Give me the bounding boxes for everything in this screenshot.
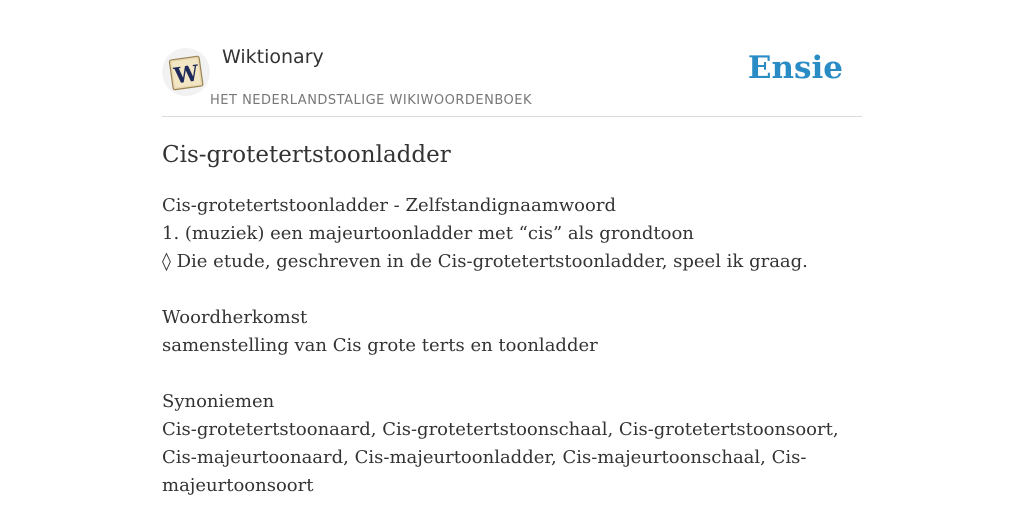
etymology-label: Woordherkomst	[162, 307, 308, 328]
spacer	[162, 276, 862, 304]
page-title: Cis-grotetertstoonladder	[162, 142, 451, 168]
site-header	[162, 40, 862, 117]
svg-text:W: W	[172, 60, 201, 90]
example-line: ◊ Die etude, geschreven in de Cis-grotetertstoonladder, speel ik graag.	[162, 251, 808, 272]
word-class-line: Cis-grotetertstoonladder - Zelfstandignaamwoord	[162, 195, 616, 216]
wiktionary-logo-icon[interactable]	[162, 48, 210, 96]
ensie-brand-link[interactable]: Ensie	[747, 50, 843, 86]
synonyms-text: Cis-grotetertstoonaard, Cis-grotetertstoonschaal, Cis-grotetertstoonsoort, Cis-majeurtoonaard, Cis-majeurtoonladder, Cis-majeurtoonschaal, Cis-majeurtoonsoort	[162, 419, 839, 496]
definition-line: 1. (muziek) een majeurtoonladder met “cis” als grondtoon	[162, 223, 694, 244]
w-tile-icon	[162, 48, 210, 96]
site-subtitle: HET NEDERLANDSTALIGE WIKIWOORDENBOEK	[210, 93, 533, 108]
synonyms-label: Synoniemen	[162, 391, 275, 412]
etymology-text: samenstelling van Cis grote terts en toonladder	[162, 335, 598, 356]
site-name-link[interactable]: Wiktionary	[222, 46, 324, 68]
spacer	[162, 360, 862, 388]
article-body	[162, 192, 862, 500]
article	[162, 138, 862, 500]
